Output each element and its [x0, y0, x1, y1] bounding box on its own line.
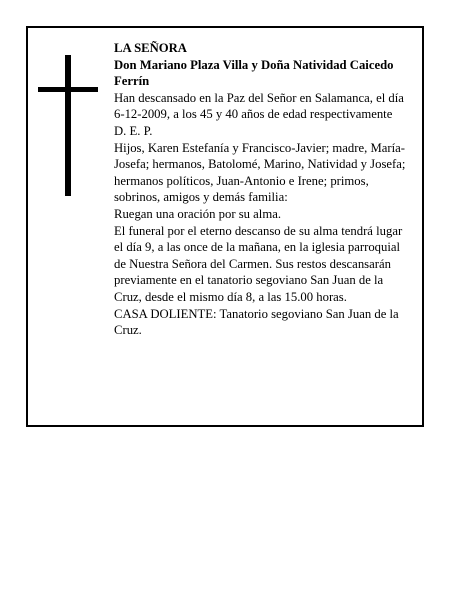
- prayer-request: Ruegan una oración por su alma.: [114, 206, 282, 221]
- cross-vertical-bar: [65, 55, 71, 196]
- cross-horizontal-bar: [38, 87, 98, 92]
- notice-body: [114, 40, 410, 339]
- deceased-names: Don Mariano Plaza Villa y Doña Natividad Caicedo Ferrín: [114, 57, 394, 89]
- dep-line: D. E. P.: [114, 123, 153, 138]
- obituary-notice: [26, 26, 424, 427]
- family-members: Hijos, Karen Estefanía y Francisco-Javier; madre, María-Josefa; hermanos, Batolomé, Marino, Natividad y Josefa; hermanos políticos, Juan-Antonio e Irene; primos, sobrinos, amigos y demás familia:: [114, 140, 406, 205]
- funeral-details: El funeral por el eterno descanso de su alma tendrá lugar el día 9, a las once de la mañana, en la iglesia parroquial de Nuestra Señora del Carmen. Sus restos descansarán previamente en el tanatorio segoviano San Juan de la Cruz, desde el mismo día 8, a las 15.00 horas.: [114, 223, 403, 304]
- notice-heading: LA SEÑORA: [114, 41, 187, 55]
- death-info: Han descansado en la Paz del Señor en Salamanca, el día 6-12-2009, a los 45 y 40 años de edad respectivamente: [114, 90, 404, 122]
- casa-doliente: CASA DOLIENTE: Tanatorio segoviano San Juan de la Cruz.: [114, 306, 399, 338]
